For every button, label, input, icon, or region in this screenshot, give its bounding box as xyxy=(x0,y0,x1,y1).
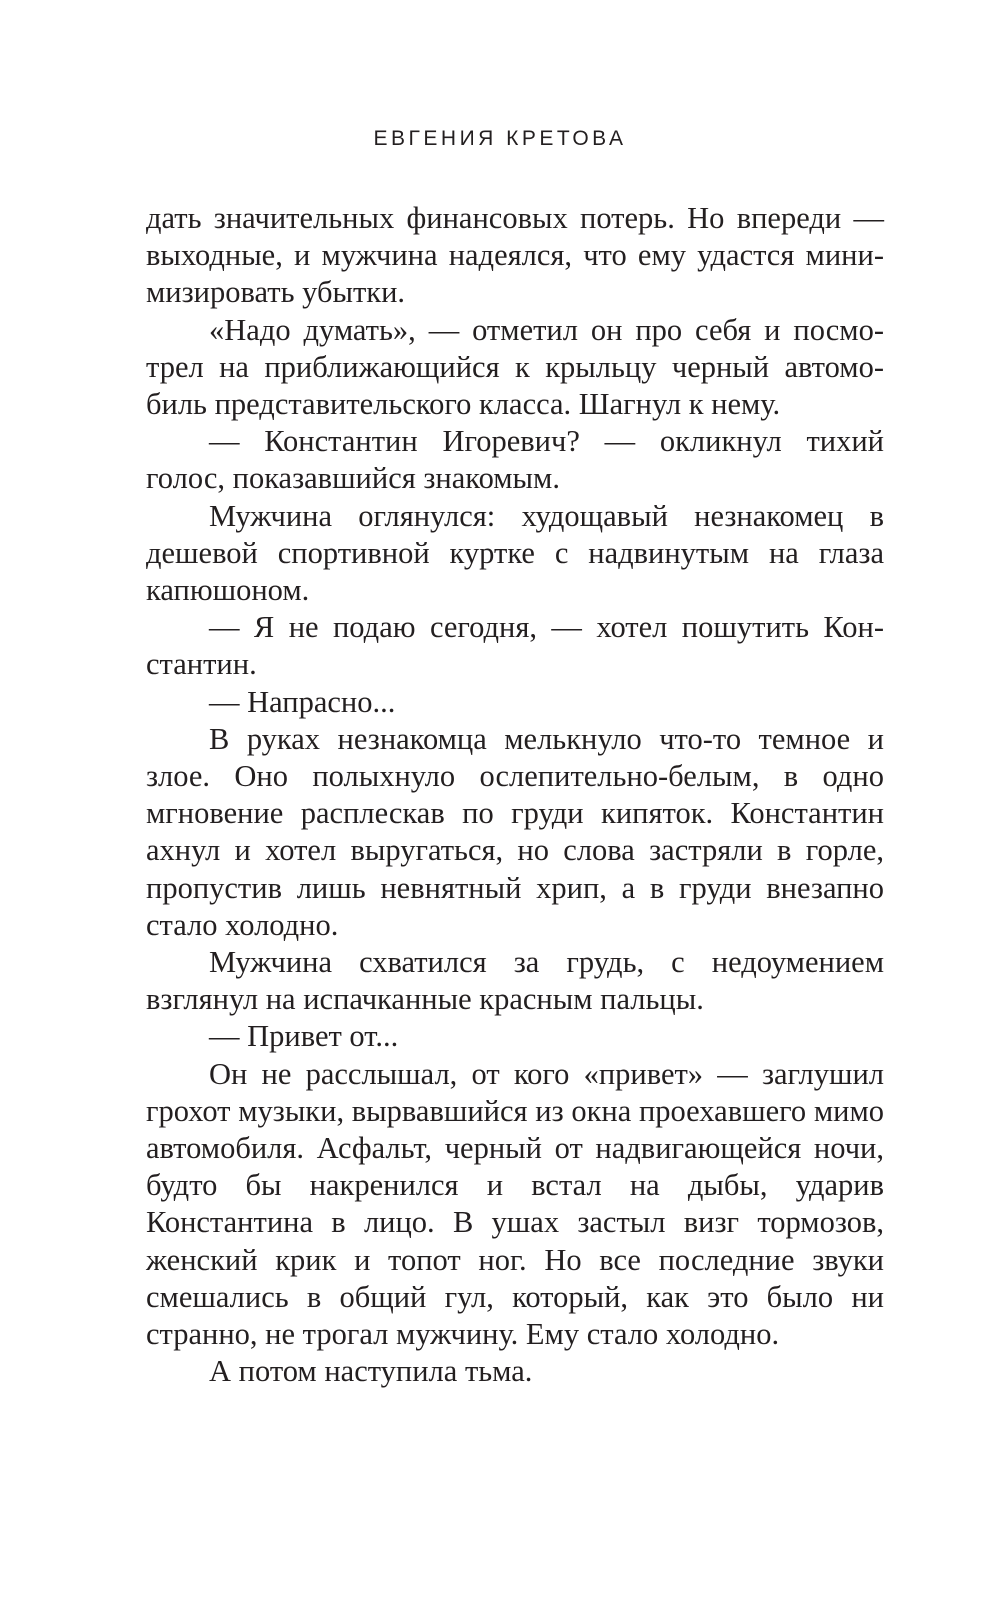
running-head-author: ЕВГЕНИЯ КРЕТОВА xyxy=(373,127,627,150)
paragraph: «Надо думать», — отметил он про себя и посмотрел на приближающийся к крыльцу черный автомобиль представительского класса. Шагнул к нему. xyxy=(146,312,884,422)
paragraph-continued: дать значительных финансовых потерь. Но впереди — выходные, и мужчина надеялся, что ему удастся минимизировать убытки. xyxy=(146,201,884,310)
paragraph-dialogue: — Напрасно... xyxy=(209,684,396,719)
paragraph-dialogue: — Константин Игоревич? — окликнул тихий голос, показавшийся знакомым. xyxy=(146,424,884,496)
paragraph-final: А потом наступила тьма. xyxy=(209,1354,533,1389)
body-text xyxy=(146,200,884,1391)
paragraph: В руках незнакомца мелькнуло что-то темное и злое. Оно полыхнуло ослепительно-белым, в одно мгновение расплескав по груди кипяток. Константин ахнул и хотел выругаться, но слова застряли в горле, пропустив лишь невнятный хрип, а в груди внезапно стало холодно. xyxy=(146,721,884,942)
paragraph: Он не расслышал, от кого «привет» — заглушил грохот музыки, вырвавшийся из окна проехавшего мимо автомобиля. Асфальт, черный от надвигающейся ночи, будто бы накренился и встал на дыбы, ударив Константина в лицо. В ушах застыл визг тормозов, женский крик и топот ног. Но все последние звуки смешались в общий гул, который, как это было ни странно, не трогал мужчину. Ему стало холодно. xyxy=(146,1056,884,1352)
paragraph-dialogue: — Привет от... xyxy=(209,1019,399,1054)
paragraph: Мужчина схватился за грудь, с недоумением взглянул на испачканные красным пальцы. xyxy=(146,945,884,1017)
paragraph-dialogue: — Я не подаю сегодня, — хотел пошутить Константин. xyxy=(146,610,884,682)
paragraph: Мужчина оглянулся: худощавый незнакомец в дешевой спортивной куртке с надвинутым на глаза капюшоном. xyxy=(146,498,884,608)
